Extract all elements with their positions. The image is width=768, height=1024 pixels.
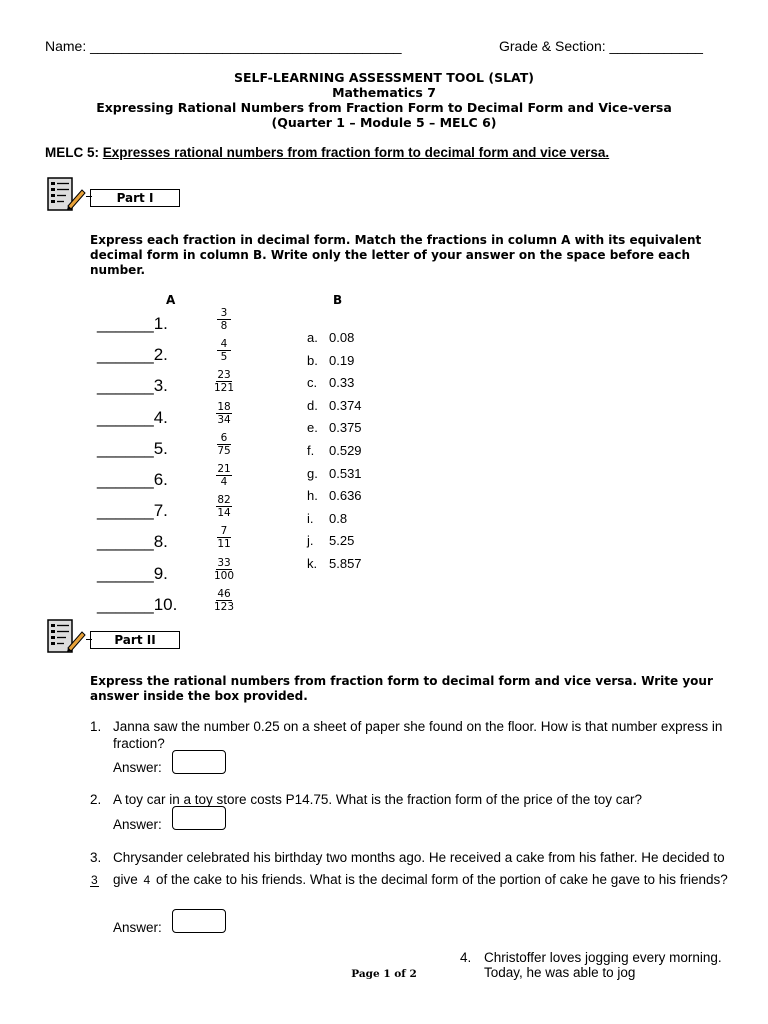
option-value: 5.25	[329, 533, 355, 548]
question-number: 2.	[90, 792, 102, 807]
option-10	[307, 533, 354, 548]
option-value: 0.531	[329, 466, 362, 481]
fraction-denominator: 4	[143, 873, 151, 888]
fraction-denominator: 123	[213, 601, 235, 613]
option-letter: e.	[307, 420, 318, 435]
melc-text: Expresses rational numbers from fraction form to decimal form and vice versa.	[102, 145, 610, 160]
option-letter: b.	[307, 353, 318, 368]
option-9	[307, 511, 347, 526]
question-number: 4.	[460, 950, 472, 965]
fraction-numerator: 82	[217, 494, 231, 506]
option-4	[307, 398, 362, 413]
fraction-1	[206, 307, 242, 332]
option-value: 0.33	[329, 375, 355, 390]
option-value: 0.19	[329, 353, 355, 368]
option-letter: j.	[307, 533, 314, 548]
answer-blank-2[interactable]: ______2.	[97, 345, 168, 364]
fraction-5	[206, 432, 242, 457]
part-i-instructions: Express each fraction in decimal form. Match the fractions in column A with its equivalent decimal form in column B. Write only the letter of your answer on the space before each number.	[90, 233, 702, 277]
fraction-denominator: 100	[213, 570, 235, 582]
fraction-numerator: 23	[217, 369, 231, 381]
answer-label: Answer:	[113, 817, 162, 832]
grade-section-field-label: Grade & Section: ____________	[499, 38, 703, 54]
module-title: (Quarter 1 – Module 5 – MELC 6)	[271, 115, 497, 130]
question-1	[90, 718, 730, 752]
answer-blank-5[interactable]: ______5.	[97, 439, 168, 458]
fraction-10	[206, 588, 242, 613]
answer-blank-6[interactable]: ______6.	[97, 470, 168, 489]
part-i-label: Part I	[90, 189, 180, 207]
fraction-6	[206, 463, 242, 488]
melc-statement	[45, 145, 609, 160]
fraction-numerator: 21	[217, 463, 231, 475]
fraction-denominator: 14	[217, 507, 231, 519]
answer-blank-4[interactable]: ______4.	[97, 408, 168, 427]
question-text: A toy car in a toy store costs P14.75. What is the fraction form of the price of the toy car?	[113, 792, 642, 807]
fraction-numerator: 6	[217, 432, 231, 445]
question-text-part-b: of the cake to his friends. What is the decimal form of the portion of cake he gave to his friends?	[155, 872, 728, 887]
question-text: Janna saw the number 0.25 on a sheet of paper she found on the floor. How is that number express in fraction?	[113, 719, 723, 751]
fraction-8	[206, 525, 242, 550]
option-6	[307, 443, 362, 458]
fraction-numerator: 3	[91, 873, 98, 888]
option-value: 0.636	[329, 488, 362, 503]
option-value: 5.857	[329, 556, 362, 571]
fraction-numerator: 33	[217, 557, 231, 569]
melc-label: MELC 5:	[45, 145, 103, 160]
answer-label: Answer:	[113, 760, 162, 775]
question-text	[91, 847, 730, 891]
option-letter: k.	[307, 556, 318, 571]
fraction-7	[206, 494, 242, 519]
option-letter: d.	[307, 398, 318, 413]
fraction-numerator: 7	[217, 525, 231, 538]
question-number: 3.	[90, 850, 102, 865]
part-ii-label: Part II	[90, 631, 180, 649]
fraction-denominator: 75	[217, 445, 231, 457]
answer-box[interactable]	[172, 750, 226, 774]
option-letter: h.	[307, 488, 318, 503]
question-text: Christoffer loves jogging every morning. Today, he was able to jog	[484, 950, 722, 980]
option-letter: i.	[307, 511, 314, 526]
fraction-denominator: 5	[220, 351, 228, 363]
answer-blank-9[interactable]: ______9.	[97, 564, 168, 583]
fraction-4	[206, 401, 242, 426]
answer-blank-10[interactable]: ______10.	[97, 595, 178, 614]
option-value: 0.08	[329, 330, 355, 345]
option-5	[307, 420, 362, 435]
worksheet-icon	[46, 618, 86, 654]
fraction-denominator: 4	[220, 476, 228, 488]
topic-title: Expressing Rational Numbers from Fraction Form to Decimal Form and Vice-versa	[96, 100, 672, 115]
option-letter: f.	[307, 443, 315, 458]
question-number: 1.	[90, 719, 102, 734]
option-value: 0.374	[329, 398, 362, 413]
answer-box[interactable]	[172, 909, 226, 933]
option-value: 0.8	[329, 511, 348, 526]
option-letter: g.	[307, 466, 318, 481]
answer-blank-8[interactable]: ______8.	[97, 532, 168, 551]
option-7	[307, 466, 362, 481]
option-11	[307, 556, 362, 571]
option-8	[307, 488, 362, 503]
answer-blank-1[interactable]: ______1.	[97, 314, 168, 333]
document-title: SELF-LEARNING ASSESSMENT TOOL (SLAT)	[234, 70, 534, 85]
fraction-denominator: 11	[217, 538, 231, 550]
option-1	[307, 330, 354, 345]
question-3	[90, 847, 730, 891]
fraction-numerator: 46	[217, 588, 231, 600]
fraction-numerator: 18	[217, 401, 231, 413]
answer-blank-7[interactable]: ______7.	[97, 501, 168, 520]
answer-box[interactable]	[172, 806, 226, 830]
answer-blank-3[interactable]: ______3.	[97, 376, 168, 395]
option-letter: c.	[307, 375, 318, 390]
page-number: Page 1 of 2	[351, 968, 417, 980]
fraction-denominator: 121	[213, 382, 235, 394]
option-3	[307, 375, 354, 390]
fraction-numerator: 3	[217, 307, 231, 320]
option-letter: a.	[307, 330, 318, 345]
fraction-2	[206, 338, 242, 363]
answer-label: Answer:	[113, 920, 162, 935]
fraction-3	[206, 369, 242, 394]
worksheet-icon	[46, 176, 86, 212]
question-text-part-a: Chrysander celebrated his birthday two months ago. He received a cake from his father. He decided to give	[113, 850, 725, 887]
inline-fraction	[91, 873, 151, 888]
option-2	[307, 353, 354, 368]
fraction-numerator: 4	[217, 338, 231, 351]
column-a-header: A	[166, 293, 176, 307]
option-value: 0.375	[329, 420, 362, 435]
fraction-denominator: 8	[220, 320, 228, 332]
option-value: 0.529	[329, 443, 362, 458]
fraction-denominator: 34	[217, 414, 231, 426]
fraction-9	[206, 557, 242, 582]
column-b-header: B	[333, 293, 343, 307]
subject-title: Mathematics 7	[332, 85, 436, 100]
name-field-label: Name: ________________________________________	[45, 38, 402, 54]
part-ii-instructions: Express the rational numbers from fraction form to decimal form and vice versa. Write your answer inside the box provided.	[90, 674, 713, 703]
